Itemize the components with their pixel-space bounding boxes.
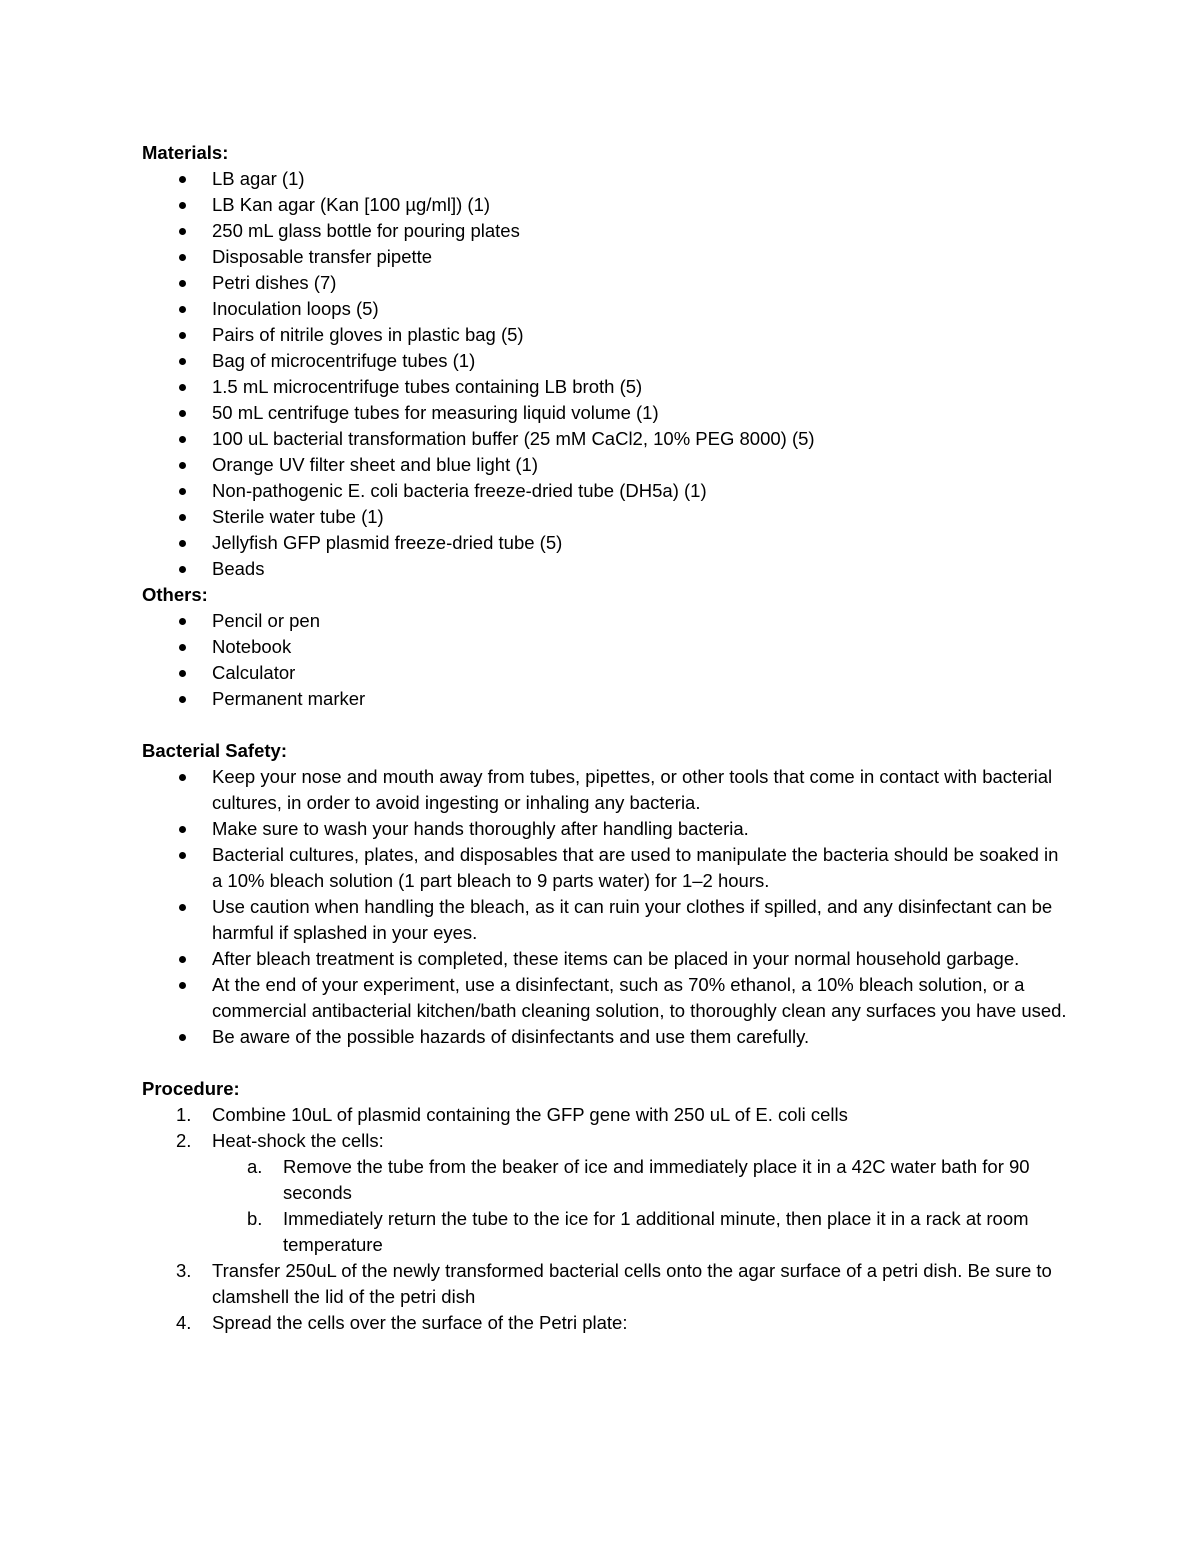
step-text: Transfer 250uL of the newly transformed bacterial cells onto the agar surface of a petri dish. Be sure to clamshell the lid of the petri dish (212, 1260, 1052, 1307)
spacer (142, 1050, 1072, 1076)
spacer (142, 712, 1072, 738)
step-number: 4. (176, 1312, 192, 1333)
list-item: At the end of your experiment, use a disinfectant, such as 70% ethanol, a 10% bleach solution, or a commercial antibacterial kitchen/bath cleaning solution, to thoroughly clean any surfaces you have used. (212, 972, 1072, 1024)
substep-letter: b. (247, 1208, 263, 1229)
list-item: Pairs of nitrile gloves in plastic bag (5) (212, 322, 1072, 348)
substep-text: Remove the tube from the beaker of ice and immediately place it in a 42C water bath for 90 seconds (283, 1156, 1030, 1203)
bacterial-safety-heading: Bacterial Safety: (142, 740, 287, 761)
list-item: Non-pathogenic E. coli bacteria freeze-dried tube (DH5a) (1) (212, 478, 1072, 504)
list-item: LB agar (1) (212, 166, 1072, 192)
list-item: Beads (212, 556, 1072, 582)
list-item: Bag of microcentrifuge tubes (1) (212, 348, 1072, 374)
list-item: LB Kan agar (Kan [100 µg/ml]) (1) (212, 192, 1072, 218)
procedure-substep (247, 1154, 1072, 1206)
step-text: Spread the cells over the surface of the Petri plate: (212, 1312, 628, 1333)
procedure-step (176, 1128, 1072, 1258)
step-text: Combine 10uL of plasmid containing the GFP gene with 250 uL of E. coli cells (212, 1104, 848, 1125)
safety-list (142, 764, 1072, 1050)
procedure-substep (247, 1206, 1072, 1258)
procedure-step (176, 1258, 1072, 1310)
list-item: Bacterial cultures, plates, and disposables that are used to manipulate the bacteria should be soaked in a 10% bleach solution (1 part bleach to 9 parts water) for 1–2 hours. (212, 842, 1072, 894)
step-number: 2. (176, 1130, 192, 1151)
list-item: 50 mL centrifuge tubes for measuring liquid volume (1) (212, 400, 1072, 426)
list-item: 100 uL bacterial transformation buffer (25 mM CaCl2, 10% PEG 8000) (5) (212, 426, 1072, 452)
list-item: Permanent marker (212, 686, 1072, 712)
procedure-step (176, 1310, 1072, 1336)
procedure-step (176, 1102, 1072, 1128)
list-item: Use caution when handling the bleach, as it can ruin your clothes if spilled, and any disinfectant can be harmful if splashed in your eyes. (212, 894, 1072, 946)
list-item: 250 mL glass bottle for pouring plates (212, 218, 1072, 244)
list-item: Be aware of the possible hazards of disinfectants and use them carefully. (212, 1024, 1072, 1050)
list-item: Jellyfish GFP plasmid freeze-dried tube (5) (212, 530, 1072, 556)
substep-letter: a. (247, 1156, 263, 1177)
list-item: Disposable transfer pipette (212, 244, 1072, 270)
materials-heading: Materials: (142, 142, 229, 163)
procedure-heading: Procedure: (142, 1078, 240, 1099)
list-item: 1.5 mL microcentrifuge tubes containing LB broth (5) (212, 374, 1072, 400)
step-number: 1. (176, 1104, 192, 1125)
list-item: After bleach treatment is completed, these items can be placed in your normal household garbage. (212, 946, 1072, 972)
list-item: Sterile water tube (1) (212, 504, 1072, 530)
list-item: Keep your nose and mouth away from tubes, pipettes, or other tools that come in contact with bacterial cultures, in order to avoid ingesting or inhaling any bacteria. (212, 764, 1072, 816)
list-item: Make sure to wash your hands thoroughly after handling bacteria. (212, 816, 1072, 842)
list-item: Calculator (212, 660, 1072, 686)
substep-list (212, 1154, 1072, 1258)
list-item: Notebook (212, 634, 1072, 660)
document-page (142, 140, 1072, 1336)
others-heading: Others: (142, 584, 208, 605)
list-item: Petri dishes (7) (212, 270, 1072, 296)
substep-text: Immediately return the tube to the ice for 1 additional minute, then place it in a rack at room temperature (283, 1208, 1029, 1255)
others-list (142, 608, 1072, 712)
step-number: 3. (176, 1260, 192, 1281)
list-item: Pencil or pen (212, 608, 1072, 634)
list-item: Inoculation loops (5) (212, 296, 1072, 322)
materials-list (142, 166, 1072, 582)
procedure-list (142, 1102, 1072, 1336)
step-text: Heat-shock the cells: (212, 1130, 384, 1151)
list-item: Orange UV filter sheet and blue light (1) (212, 452, 1072, 478)
